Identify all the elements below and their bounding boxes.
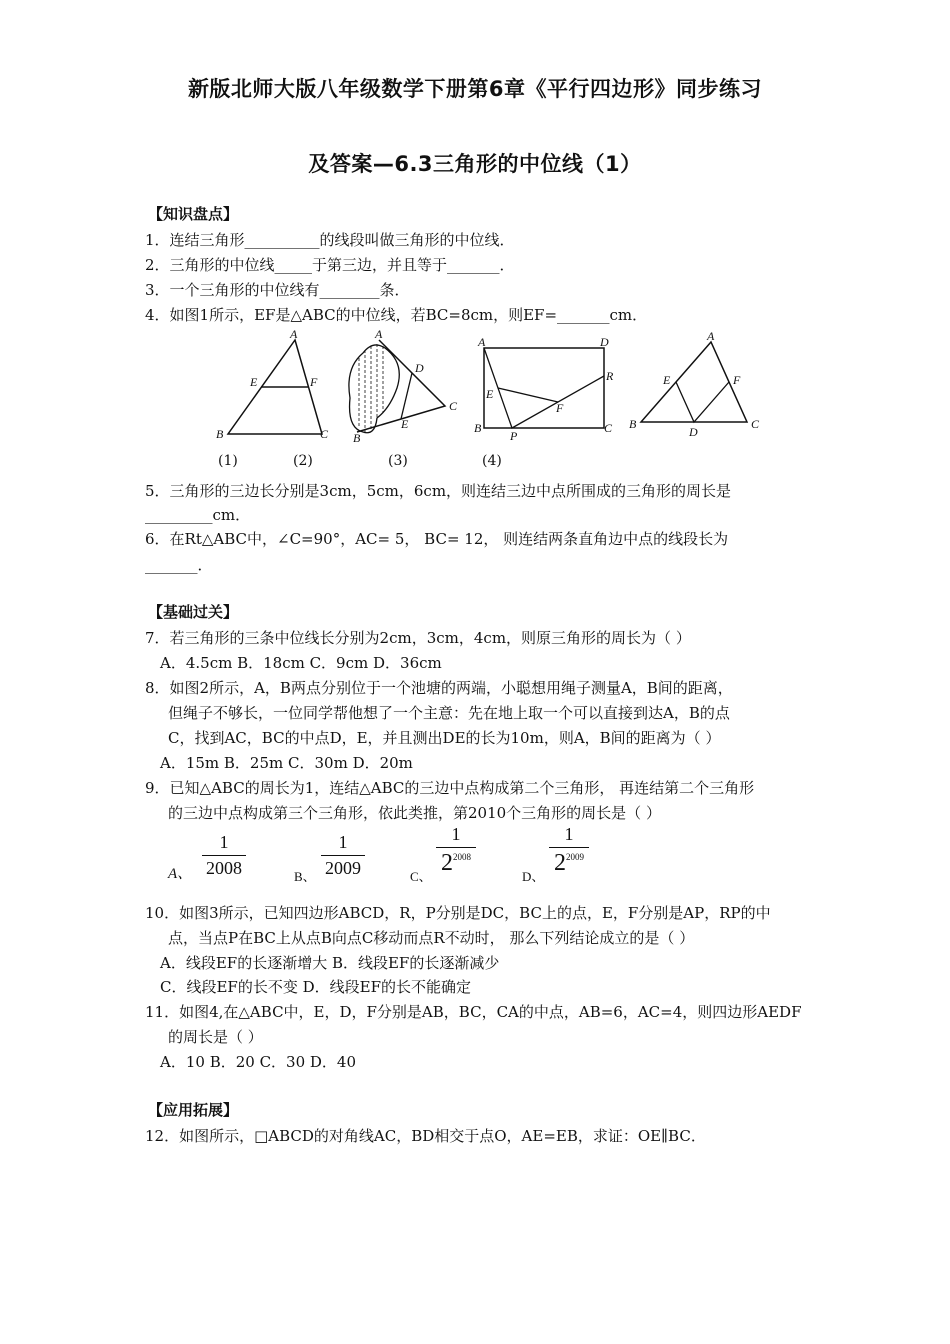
question-11-options: A．10 B．20 C．30 D．40 (160, 1053, 357, 1071)
q9-d-base: 2 (554, 850, 566, 876)
q9-c-base: 2 (441, 850, 453, 876)
q9-d-denominator (549, 850, 589, 877)
q9-b-denominator: 2009 (325, 858, 361, 878)
question-5-line-1: 5．三角形的三边长分别是3cm，5cm，6cm，则连结三边中点所围成的三角形的周长是 (145, 482, 732, 500)
fig3-label-b: B (474, 421, 482, 435)
figure-4-caption: (4) (482, 453, 502, 469)
q9-a-bar (202, 855, 246, 856)
q9-d-bar (549, 847, 589, 848)
figure-2 (335, 328, 470, 443)
q9-a-numerator: 1 (219, 832, 229, 852)
question-10-options-ab: A．线段EF的长逐渐增大 B．线段EF的长逐渐减少 (160, 954, 500, 972)
question-3: 3．一个三角形的中位线有________条． (145, 281, 410, 299)
fig1-label-c: C (320, 427, 329, 441)
fig2-label-b: B (353, 431, 361, 443)
fig4-label-a: A (707, 330, 715, 343)
question-11-line-1: 11．如图4,在△ABC中，E，D，F分别是AB，BC，CA的中点，AB=6，AC=4，则四边形AEDF (145, 1003, 802, 1021)
q9-option-b-label: B、 (294, 869, 316, 884)
section-extension: 【应用拓展】 (148, 1101, 239, 1119)
question-6-line-2: _______． (145, 556, 213, 574)
question-1: 1．连结三角形__________的线段叫做三角形的中位线． (145, 231, 515, 249)
question-8-line-2: 但绳子不够长，一位同学帮他想了一个主意：先在地上取一个可以直接到达A，B的点 (168, 704, 730, 722)
fig4-label-e: E (663, 373, 671, 387)
figure-2-caption: (2) (293, 453, 313, 469)
fig4-label-f: F (733, 373, 741, 387)
fig1-label-e: E (250, 375, 258, 389)
figure-1 (210, 328, 340, 443)
q9-c-denominator (436, 850, 476, 877)
q9-b-bar (321, 855, 365, 856)
fig3-label-r: R (606, 369, 614, 383)
figure-3 (472, 336, 622, 444)
question-10-line-2: 点，当点P在BC上从点B向点C移动而点R不动时， 那么下列结论成立的是（ ） (168, 929, 695, 947)
fig2-label-a: A (375, 328, 383, 341)
section-basic: 【基础过关】 (148, 603, 239, 621)
fig3-label-p: P (510, 429, 518, 443)
q9-option-a-fraction (202, 832, 246, 879)
figure-4 (625, 330, 765, 440)
fig4-label-b: B (629, 417, 637, 431)
question-2: 2．三角形的中位线_____于第三边，并且等于_______． (145, 256, 515, 274)
q9-option-d-fraction (549, 824, 589, 877)
question-5-line-2: _________cm． (145, 506, 251, 524)
question-11-line-2: 的周长是（ ） (168, 1028, 263, 1046)
fig1-label-f: F (310, 375, 318, 389)
q9-c-exponent: 2008 (453, 852, 471, 862)
fig4-label-d: D (689, 425, 698, 439)
fig3-label-f: F (556, 401, 564, 415)
question-10-options-cd: C．线段EF的长不变 D．线段EF的长不能确定 (160, 978, 471, 996)
q9-c-bar (436, 847, 476, 848)
fig2-label-e: E (401, 417, 409, 431)
question-6-line-1: 6．在Rt△ABC中，∠C=90°，AC= 5， BC= 12， 则连结两条直角边中点的线段长为 (145, 530, 729, 548)
question-8-line-1: 8．如图2所示，A，B两点分别位于一个池塘的两端，小聪想用绳子测量A，B间的距离， (145, 679, 733, 697)
section-knowledge: 【知识盘点】 (148, 205, 239, 223)
fig1-label-b: B (216, 427, 224, 441)
fig3-label-d: D (600, 336, 609, 349)
fig2-label-c: C (449, 399, 458, 413)
question-8-options: A．15m B．25m C．30m D．20m (160, 754, 413, 772)
title-line-2: 及答案—6.3三角形的中位线（1） (308, 152, 642, 176)
q9-option-d-label: D、 (522, 869, 545, 884)
fig3-label-a: A (478, 336, 486, 349)
q9-option-c-fraction (436, 824, 476, 877)
question-8-line-3: C，找到AC，BC的中点D，E，并且测出DE的长为10m，则A，B间的距离为（ ） (168, 729, 721, 747)
q9-option-b-fraction (321, 832, 365, 879)
q9-a-denominator: 2008 (206, 858, 242, 878)
question-9-line-1: 9．已知△ABC的周长为1，连结△ABC的三边中点构成第二个三角形， 再连结第二个三角形 (145, 779, 755, 797)
fig3-label-c: C (604, 421, 613, 435)
question-4: 4．如图1所示，EF是△ABC的中位线，若BC=8cm，则EF=_______cm． (145, 306, 648, 324)
q9-d-numerator: 1 (564, 824, 574, 844)
fig2-label-d: D (415, 361, 424, 375)
question-10-line-1: 10．如图3所示，已知四边形ABCD，R，P分别是DC，BC上的点，E，F分别是AP，RP的中 (145, 904, 771, 922)
figure-1-caption: (1) (218, 453, 238, 469)
question-9-line-2: 的三边中点构成第三个三角形，依此类推，第2010个三角形的周长是（ ） (168, 804, 661, 822)
question-7-options: A．4.5cm B．18cm C．9cm D．36cm (160, 654, 442, 672)
question-7: 7．若三角形的三条中位线长分别为2cm，3cm，4cm，则原三角形的周长为（ ） (145, 629, 691, 647)
q9-option-c-label: C、 (410, 869, 432, 884)
q9-b-numerator: 1 (338, 832, 348, 852)
title-line-1: 新版北师大版八年级数学下册第6章《平行四边形》同步练习 (187, 77, 763, 101)
q9-c-numerator: 1 (451, 824, 461, 844)
q9-option-a-label: A、 (168, 866, 193, 882)
q9-d-exponent: 2009 (566, 852, 584, 862)
figure-3-caption: (3) (388, 453, 408, 469)
fig4-label-c: C (751, 417, 760, 431)
fig1-label-a: A (290, 328, 298, 341)
question-12: 12．如图所示，□ABCD的对角线AC，BD相交于点O，AE=EB，求证：OE∥BC． (145, 1127, 706, 1145)
fig3-label-e: E (486, 387, 494, 401)
